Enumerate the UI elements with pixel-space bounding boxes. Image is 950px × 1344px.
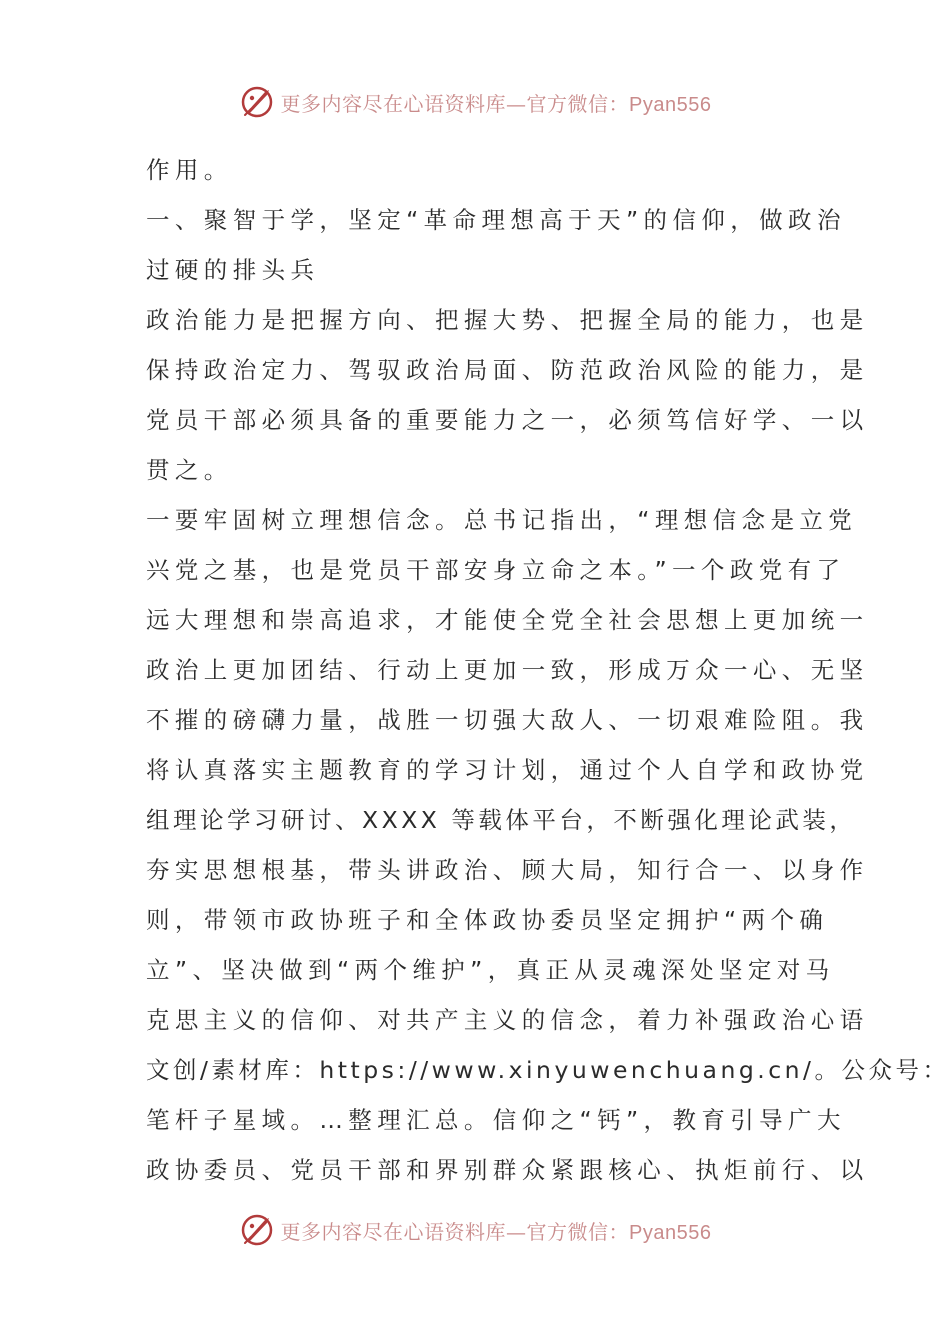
body-line: 立”、坚决做到“两个维护”，真正从灵魂深处坚定对马 bbox=[146, 956, 835, 984]
footer-banner-label: 更多内容尽在心语资料库—官方微信： bbox=[280, 1219, 630, 1244]
body-line: 夯实思想根基，带头讲政治、顾大局，知行合一、以身作 bbox=[146, 856, 869, 884]
body-line: 克思主义的信仰、对共产主义的信念，着力补强政治心语 bbox=[146, 1006, 869, 1034]
body-line: 贯之。 bbox=[146, 456, 233, 484]
body-line: 党员干部必须具备的重要能力之一，必须笃信好学、一以 bbox=[146, 406, 869, 434]
body-line: 保持政治定力、驾驭政治局面、防范政治风险的能力，是 bbox=[146, 356, 869, 384]
footer-banner-text bbox=[281, 1216, 712, 1245]
body-line: 不摧的磅礴力量，战胜一切强大敌人、一切艰难险阻。我 bbox=[146, 706, 869, 734]
body-line: 政协委员、党员干部和界别群众紧跟核心、执炬前行、以 bbox=[146, 1156, 869, 1184]
document-body bbox=[146, 145, 950, 1195]
header-banner bbox=[0, 82, 950, 122]
body-line: 则，带领市政协班子和全体政协委员坚定拥护“两个确 bbox=[146, 906, 829, 934]
header-banner-label: 更多内容尽在心语资料库—官方微信： bbox=[280, 91, 630, 116]
quill-logo-icon bbox=[239, 1212, 275, 1248]
footer-banner bbox=[0, 1210, 950, 1250]
body-line: 远大理想和崇高追求，才能使全党全社会思想上更加统一 bbox=[146, 606, 869, 634]
body-line-with-url: 文创/素材库：https://www.xinyuwenchuang.cn/。公众号： bbox=[146, 1056, 950, 1084]
body-line: 组理论学习研讨、XXXX 等载体平台，不断强化理论武装， bbox=[146, 806, 857, 834]
body-line: 兴党之基，也是党员干部安身立命之本。”一个政党有了 bbox=[146, 556, 846, 584]
body-line: 一要牢固树立理想信念。总书记指出，“理想信念是立党 bbox=[146, 506, 858, 534]
section-heading-line: 一、聚智于学，坚定“革命理想高于天”的信仰，做政治 bbox=[146, 206, 846, 234]
body-line: 政治上更加团结、行动上更加一致，形成万众一心、无坚 bbox=[146, 656, 869, 684]
section-heading-line: 过硬的排头兵 bbox=[146, 256, 320, 284]
header-banner-contact: Pyan556 bbox=[629, 93, 712, 116]
footer-banner-contact: Pyan556 bbox=[629, 1221, 712, 1244]
quill-logo-icon bbox=[239, 84, 275, 120]
body-line: 笔杆子星域。…整理汇总。信仰之“钙”，教育引导广大 bbox=[146, 1106, 846, 1134]
body-line: 将认真落实主题教育的学习计划，通过个人自学和政协党 bbox=[146, 756, 869, 784]
body-line: 作用。 bbox=[146, 156, 233, 184]
header-banner-text bbox=[281, 88, 712, 117]
body-line: 政治能力是把握方向、把握大势、把握全局的能力，也是 bbox=[146, 306, 869, 334]
